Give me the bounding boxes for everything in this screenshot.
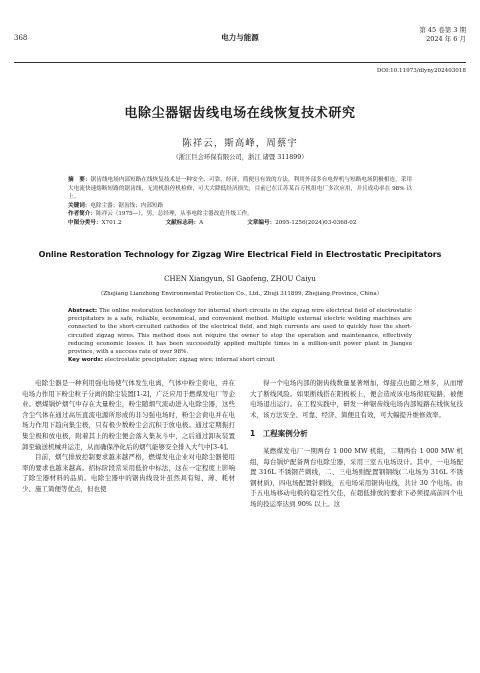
paper-title-en: Online Restoration Technology for Zigzag Wire Electrical Field in Electrostatic Precipitators <box>38 250 442 259</box>
page-number: 368 <box>14 34 28 42</box>
body-paragraph: 得一个电场内部的锯齿线数量显著增加，焊接点也随之增多，从而增大了断线风险。如果断线搭在阳极板上，便会造成该电场彻底短路，被便电场退出运行。在工程实践中，研发一种锯齿线电场内部短路在线恢复技术，该方法安全、可靠、经济、简便且有效，可大幅提升维修效率。 <box>250 379 463 419</box>
clc-value: X701.2 <box>101 219 122 226</box>
keywords-en <box>68 356 412 364</box>
abstract-cn-text: 锯齿线电场内部短路在线恢复技术是一种安全、可靠、经济、简便且有效的方法，利用外部多台电焊机与短路电场阴极相连，采用大电流快速熔断短路的锯齿线，无需机组停机检修，可大大降低经济损失，目前已在江苏某百万机组电厂多次应用，并且成功率在 98% 以上。 <box>68 177 412 201</box>
authors-en: CHEN Xiangyun, SI Gaofeng, ZHOU Caiyu <box>164 275 316 283</box>
body-paragraph: 某燃煤发电厂一期两台 1 000 MW 机组，二期两台 1 000 MW 机组，每台锅炉配备两台电除尘器，采用三室五电场设计。其中，一电场配置 316L 不锈钢芒刺线，二、三电场则配置钢钢线(二电场为 316L 不锈钢材质)，四电场配置针刺线，五电场采用锯齿电线，共计 30 个电场。由于五电场移动电极的稳定性欠佳，在超低排放的要求下必须提高前四个电场的投运率达到 90% 以上。这 <box>250 446 463 508</box>
affiliation-cn: （浙江巨会环保有限公司，浙江 诸暨 311899） <box>172 154 308 161</box>
affiliation-en: （Zhejiang Lianzhong Environmental Protection Co., Ltd., Zhuji 311899, Zhejiang Province, China） <box>97 291 383 297</box>
abstract-cn-label: 摘 要： <box>68 177 91 183</box>
abstract-en-text: The online restoration technology for internal short circuits in the zigzag wire electrical field of electrostatic precipitators is a safe, reliable, economical, and convenient method. Multiple external electric welding machines are connected to the short-circuited cathodes of the electrical field, and high currents are used to quickly fuse the short-circuited zigzag wires. This method does not require the owner to stop the operation and maintenance, effectively reducing economic losses. It has been successfully applied multiple times in a million-unit power plant in Jiangsu province, with a success rate of over 98%. <box>68 308 413 356</box>
classification-row <box>68 219 412 228</box>
volume-issue: 第 45 卷第 3 期 <box>419 26 466 34</box>
keywords-cn <box>68 202 412 211</box>
volume-info <box>419 26 466 44</box>
keywords-cn-text: 电除尘器；锯齿线；内部短路 <box>90 202 164 209</box>
abstract-en-label: Abstract: <box>68 308 98 314</box>
abstract-en <box>68 307 412 356</box>
header-rule <box>14 62 466 63</box>
abstract-cn <box>68 176 412 202</box>
journal-name: 电力与能源 <box>221 33 259 42</box>
page-header <box>14 24 466 54</box>
author-bio-text: 陈祥云（1975—），男，总经理，从事电除尘器改造升级工作。 <box>95 211 253 218</box>
body-paragraph: 电除尘器是一种利用强电场使气体发生电离，气体中粉尘荷电，并在电场力作用下粉尘粒子分离的除尘装置[1-2]，广泛应用于燃煤发电厂等企业。燃煤锅炉烟气中存在大量粉尘，粉尘随烟气流动进入电除尘器，这些含尘气体在通过高压直流电源所形成的非匀强电场时，粉尘会荷电并在电场力作用下趋向集尘极，只有极少数粉尘会沉积于放电极。通过定期振打集尘极和放电极，附着其上的粉尘便会落入集灰斗中，之后通过卸灰装置卸至输送机械并运走，从而确保净化后的烟气能够安全排入大气中[3-4]。 <box>22 379 235 451</box>
body-column-right <box>250 378 463 510</box>
article-no-item <box>247 219 378 228</box>
body-column-left <box>22 378 235 495</box>
body-paragraph: 目前，烟气排放控制要求越来越严格，燃煤发电企业对电除尘器使用率的要求也越来越高。招标阶段常采用低价中标法，这在一定程度上影响了除尘器材料的品质。电除尘器中的锯齿线设计虽然具有短、薄、耗材少、施工简便等优点，但也使 <box>22 453 235 493</box>
issue-date: 2024 年 6 月 <box>426 35 466 43</box>
keywords-en-text: electrostatic precipitator; zigzag wire; internal short circuit <box>104 357 275 364</box>
article-no-value: 2095-1256(2024)03-0368-02 <box>275 219 357 226</box>
doi: DOI:10.11973/dlyny202403018 <box>376 68 466 74</box>
section-heading: 1 工程案例分析 <box>250 429 308 439</box>
abstract-en-block <box>68 307 412 364</box>
doc-code-value: A <box>199 219 204 226</box>
keywords-cn-label: 关键词： <box>68 202 91 209</box>
doc-code-label: 文献标志码： <box>165 219 200 226</box>
abstract-cn-block <box>68 176 412 228</box>
clc-label: 中图分类号： <box>68 219 102 226</box>
doc-code-item <box>166 219 226 228</box>
keywords-en-label: Key words: <box>68 357 103 364</box>
authors-cn: 陈祥云，斯高峰，周蔡宇 <box>182 138 298 149</box>
author-bio <box>68 210 412 219</box>
article-no-label: 文章编号： <box>247 219 276 226</box>
author-bio-label: 作者简介： <box>68 211 96 218</box>
paper-title-cn: 电除尘器锯齿线电场在线恢复技术研究 <box>124 106 356 121</box>
clc-item <box>68 219 144 228</box>
